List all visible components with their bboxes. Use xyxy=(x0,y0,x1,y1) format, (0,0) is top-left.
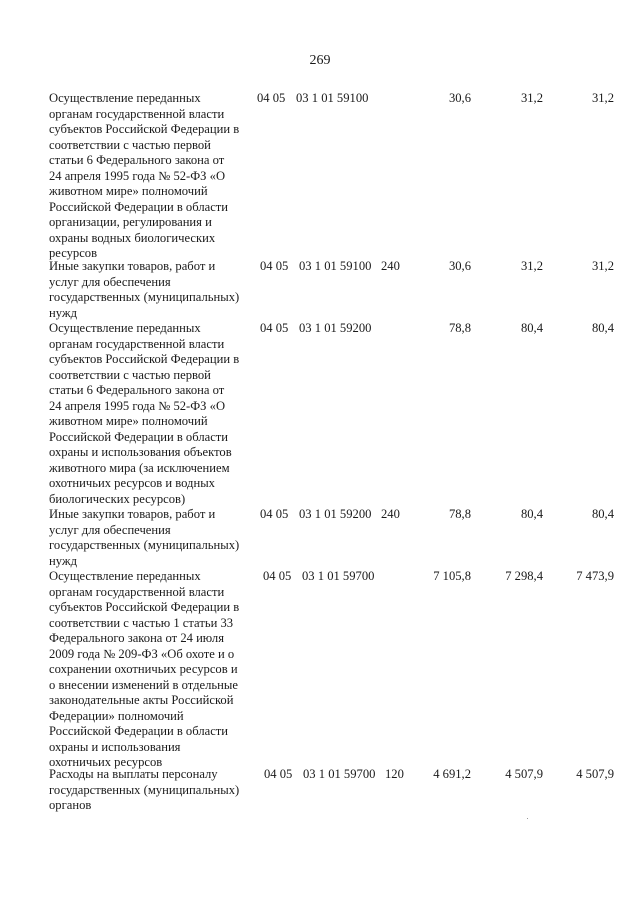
value-year-3: 80,4 xyxy=(591,321,614,335)
value-year-1: 78,8 xyxy=(448,321,471,335)
row-name-line: организации, регулирования и xyxy=(49,215,212,229)
row-name-line: нужд xyxy=(49,305,77,320)
row-name-line: Российской Федерации в области xyxy=(49,199,229,214)
row-name-line: соответствии с частью 1 статьи 33 xyxy=(49,615,234,630)
row-name-line: органов xyxy=(49,798,92,812)
row-name-line: субъектов Российской Федерации в xyxy=(49,600,240,614)
row-name-line: статьи 6 Федерального закона от xyxy=(49,153,225,167)
row-name xyxy=(49,569,261,771)
row-name-line: Осуществление переданных xyxy=(49,321,201,335)
row-name-line: 2009 года № 209-ФЗ «Об охоте и о xyxy=(49,646,235,661)
row-name-line: Расходы на выплаты персоналу xyxy=(49,767,218,781)
row-name-line: животного мира (за исключением xyxy=(49,460,230,475)
value-year-3: 4 507,9 xyxy=(576,767,614,781)
row-name-line: услуг для обеспечения xyxy=(49,274,171,289)
section-code: 04 05 xyxy=(263,569,292,583)
row-name xyxy=(49,507,261,569)
row-name-line: охраны водных биологических xyxy=(49,230,216,245)
row-name-line: животном мире» полномочий xyxy=(49,184,208,198)
target-article-code: 03 1 01 59200 xyxy=(299,507,372,521)
value-year-1: 7 105,8 xyxy=(433,569,471,583)
row-name-line: органам государственной власти xyxy=(49,584,225,599)
value-year-2: 31,2 xyxy=(520,259,543,273)
target-article-code: 03 1 01 59100 xyxy=(296,91,369,105)
row-name-line: соответствии с частью первой xyxy=(49,367,211,382)
section-code: 04 05 xyxy=(260,507,289,521)
row-name xyxy=(49,259,261,321)
row-name-line: Осуществление переданных xyxy=(49,91,201,105)
section-code: 04 05 xyxy=(257,91,286,105)
section-code: 04 05 xyxy=(260,259,289,273)
row-name-line: 24 апреля 1995 года № 52-ФЗ «О xyxy=(49,398,226,413)
row-name-line: субъектов Российской Федерации в xyxy=(49,352,240,366)
expense-type-code: 240 xyxy=(381,259,400,273)
row-name-line: охотничьих ресурсов xyxy=(49,755,163,769)
row-name-line: государственных (муниципальных) xyxy=(49,782,240,797)
expense-type-code: 120 xyxy=(385,767,404,781)
row-name-line: услуг для обеспечения xyxy=(49,522,171,537)
section-code: 04 05 xyxy=(264,767,293,781)
row-name-line: соответствии с частью первой xyxy=(49,137,211,152)
row-name-line: Осуществление переданных xyxy=(49,569,201,583)
scan-speck xyxy=(527,818,528,819)
row-name-line: Федерации» полномочий xyxy=(49,708,184,723)
row-name-line: охраны и использования xyxy=(49,739,181,754)
row-name-line: Российской Федерации в области xyxy=(49,429,229,444)
section-code: 04 05 xyxy=(260,321,289,335)
row-name-line: Российской Федерации в области xyxy=(49,724,229,738)
value-year-2: 80,4 xyxy=(520,507,543,521)
value-year-1: 30,6 xyxy=(448,259,471,273)
row-name-line: государственных (муниципальных) xyxy=(49,290,240,304)
row-name-line: Федерального закона от 24 июля xyxy=(49,631,224,645)
row-name-line: нужд xyxy=(49,553,77,568)
row-name-line: законодательные акты Российской xyxy=(49,693,234,707)
row-name-line: о внесении изменений в отдельные xyxy=(49,677,238,692)
row-name-line: 24 апреля 1995 года № 52-ФЗ «О xyxy=(49,168,226,183)
row-name-line: ресурсов xyxy=(49,246,98,260)
value-year-2: 7 298,4 xyxy=(505,569,543,583)
row-name-line: Иные закупки товаров, работ и xyxy=(49,507,216,521)
value-year-3: 80,4 xyxy=(591,507,614,521)
row-name-line: органам государственной власти xyxy=(49,106,225,121)
value-year-3: 7 473,9 xyxy=(576,569,614,583)
target-article-code: 03 1 01 59700 xyxy=(303,767,376,781)
value-year-3: 31,2 xyxy=(591,91,614,105)
value-year-3: 31,2 xyxy=(591,259,614,273)
target-article-code: 03 1 01 59100 xyxy=(299,259,372,273)
value-year-2: 80,4 xyxy=(520,321,543,335)
row-name-line: охраны и использования объектов xyxy=(49,445,232,459)
row-name-line: государственных (муниципальных) xyxy=(49,538,240,552)
value-year-1: 78,8 xyxy=(448,507,471,521)
row-name-line: Иные закупки товаров, работ и xyxy=(49,259,216,273)
target-article-code: 03 1 01 59700 xyxy=(302,569,375,583)
row-name-line: охотничьих ресурсов и водных xyxy=(49,476,215,490)
target-article-code: 03 1 01 59200 xyxy=(299,321,372,335)
value-year-2: 4 507,9 xyxy=(505,767,543,781)
row-name-line: субъектов Российской Федерации в xyxy=(49,122,240,136)
value-year-1: 4 691,2 xyxy=(433,767,471,781)
row-name xyxy=(49,91,261,262)
row-name-line: сохранении охотничьих ресурсов и xyxy=(49,662,238,676)
row-name xyxy=(49,767,261,814)
row-name-line: статьи 6 Федерального закона от xyxy=(49,383,225,397)
row-name-line: органам государственной власти xyxy=(49,336,225,351)
value-year-2: 31,2 xyxy=(520,91,543,105)
value-year-1: 30,6 xyxy=(448,91,471,105)
row-name-line: биологических ресурсов) xyxy=(49,491,186,506)
row-name-line: животном мире» полномочий xyxy=(49,414,208,428)
expense-type-code: 240 xyxy=(381,507,400,521)
page-number: 269 xyxy=(309,53,331,68)
row-name xyxy=(49,321,261,507)
